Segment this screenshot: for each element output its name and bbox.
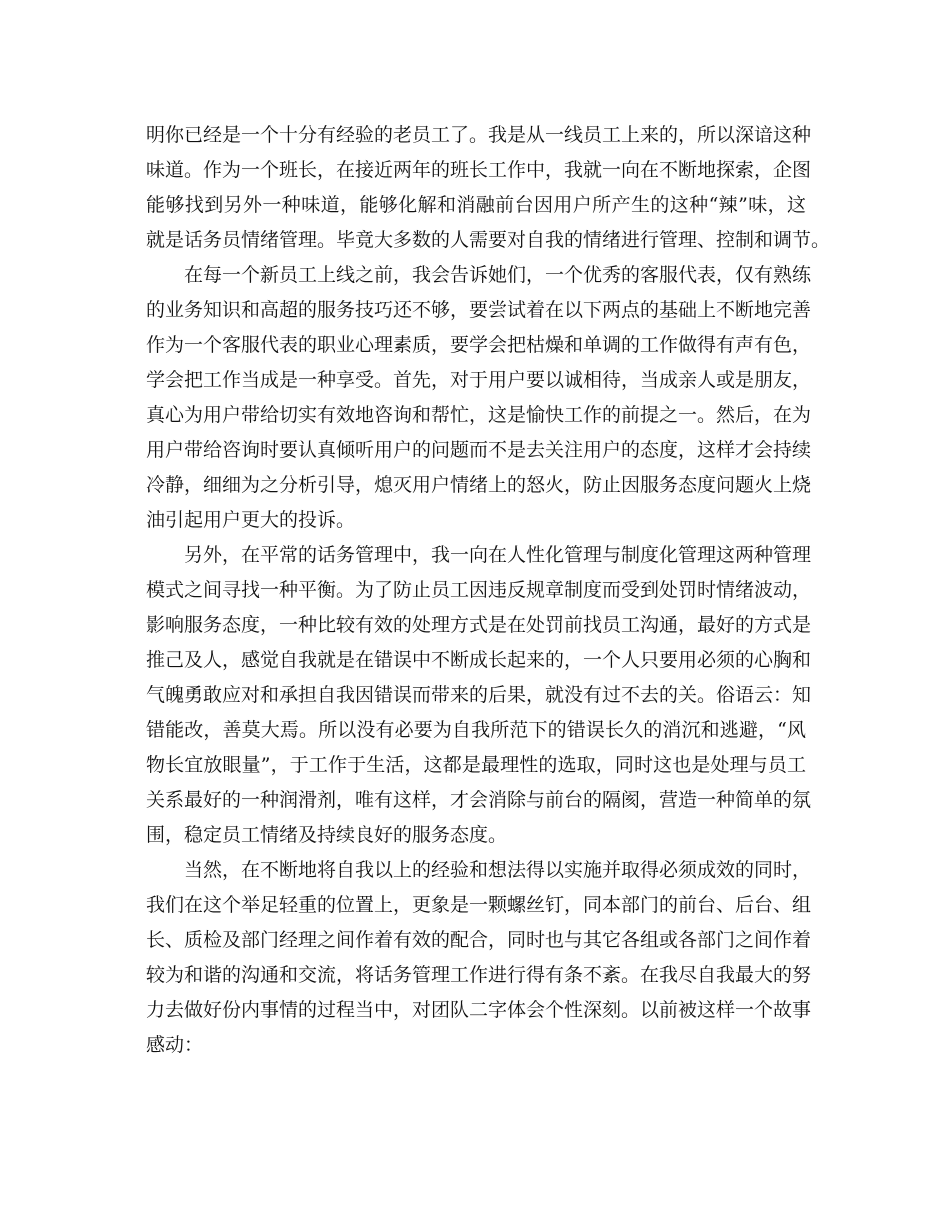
text-line: 能够找到另外一种味道，能够化解和消融前台因用户所产生的这种“辣”味，这 (146, 194, 806, 216)
text-line: 味道。作为一个班长，在接近两年的班长工作中，我就一向在不断地探索，企图 (146, 159, 812, 181)
text-line: 物长宜放眼量”，于工作于生活，这都是最理性的选取，同时这也是处理与员工 (146, 754, 806, 776)
body-text (146, 118, 831, 1063)
text-line: 关系最好的一种润滑剂，唯有这样，才会消除与前台的隔阂，营造一种简单的氛 (146, 789, 812, 811)
text-line: 当然，在不断地将自我以上的经验和想法得以实施并取得必须成效的同时， (184, 859, 812, 881)
text-line: 力去做好份内事情的过程当中，对团队二字体会个性深刻。以前被这样一个故事 (146, 999, 812, 1021)
text-line: 就是话务员情绪管理。毕竟大多数的人需要对自我的情绪进行管理、控制和调节。 (146, 229, 831, 251)
text-line: 气魄勇敢应对和承担自我因错误而带来的后果，就没有过不去的关。俗语云：知 (146, 684, 812, 706)
text-line: 影响服务态度，一种比较有效的处理方式是在处罚前找员工沟通，最好的方式是 (146, 614, 812, 636)
text-line: 在每一个新员工上线之前，我会告诉她们，一个优秀的客服代表，仅有熟练 (184, 264, 812, 286)
text-line: 油引起用户更大的投诉。 (146, 509, 356, 531)
text-line: 明你已经是一个十分有经验的老员工了。我是从一线员工上来的，所以深谙这种 (146, 124, 812, 146)
text-line: 感动： (146, 1034, 204, 1056)
text-line: 错能改，善莫大焉。所以没有必要为自我所范下的错误长久的消沉和逃避，“风 (146, 719, 806, 741)
text-line: 另外，在平常的话务管理中，我一向在人性化管理与制度化管理这两种管理 (184, 544, 812, 566)
text-line: 用户带给咨询时要认真倾听用户的问题而不是去关注用户的态度，这样才会持续 (146, 439, 812, 461)
text-line: 长、质检及部门经理之间作着有效的配合，同时也与其它各组或各部门之间作着 (146, 929, 812, 951)
text-line: 作为一个客服代表的职业心理素质，要学会把枯燥和单调的工作做得有声有色， (146, 334, 812, 356)
text-line: 围，稳定员工情绪及持续良好的服务态度。 (146, 824, 508, 846)
text-line: 推己及人，感觉自我就是在错误中不断成长起来的，一个人只要用必须的心胸和 (146, 649, 812, 671)
text-line: 学会把工作当成是一种享受。首先，对于用户要以诚相待，当成亲人或是朋友， (146, 369, 812, 391)
text-line: 的业务知识和高超的服务技巧还不够，要尝试着在以下两点的基础上不断地完善 (146, 299, 812, 321)
text-line: 我们在这个举足轻重的位置上，更象是一颗螺丝钉，同本部门的前台、后台、组 (146, 894, 812, 916)
text-line: 真心为用户带给切实有效地咨询和帮忙，这是愉快工作的前提之一。然后，在为 (146, 404, 812, 426)
text-line: 冷静，细细为之分析引导，熄灭用户情绪上的怒火，防止因服务态度问题火上烧 (146, 474, 812, 496)
text-line: 较为和谐的沟通和交流，将话务管理工作进行得有条不紊。在我尽自我最大的努 (146, 964, 812, 986)
text-line: 模式之间寻找一种平衡。为了防止员工因违反规章制度而受到处罚时情绪波动， (146, 579, 812, 601)
